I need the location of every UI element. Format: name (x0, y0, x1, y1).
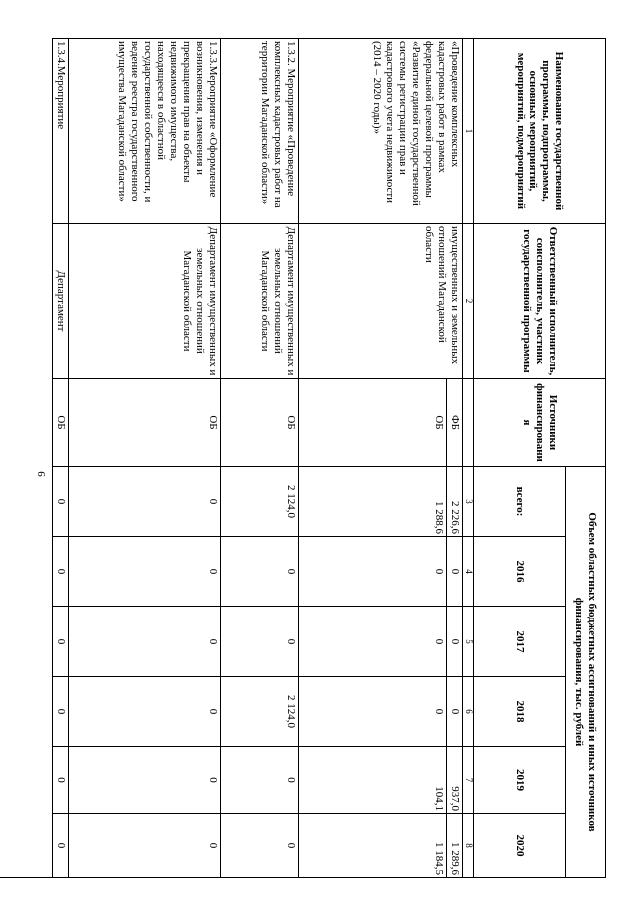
value-2020-cell: 1 184,5 (299, 814, 447, 878)
total-cell: 0 (53, 467, 69, 537)
column-number: 6 (463, 677, 474, 747)
header-total: всего: (474, 467, 566, 537)
column-number: 7 (463, 747, 474, 814)
header-year-2017: 2017 (474, 607, 566, 677)
header-year-2019: 2019 (474, 747, 566, 814)
header-year-2020: 2020 (474, 814, 566, 878)
column-number: 8 (463, 814, 474, 878)
executor-cell: Департамент имущественных и земельных отношений Магаданской области (69, 224, 221, 379)
value-2020-cell: 1 289,6 (447, 814, 463, 878)
total-cell: 1 288,6 (299, 467, 447, 537)
value-2020-cell: 0 (69, 814, 221, 878)
value-2017-cell: 0 (53, 607, 69, 677)
header-executor: Ответственный исполнитель, соисполнитель, участник государственной программы (474, 224, 606, 379)
header-funding-source: Источники финансирования (474, 379, 606, 467)
header-budget-group: Объем областных бюджетных ассигнований и иных источников финансирования, тыс. рублей (566, 467, 606, 878)
bottom-rule (0, 877, 360, 878)
value-2017-cell: 0 (447, 607, 463, 677)
executor-cell: Департамент (53, 224, 69, 379)
program-name-cell: «Проведение комплексных кадастровых работ в рамках федеральной целевой программы «Развитие единой государственной системы регистрации прав и кадастрового учета недвижимости (2014 – 2020 годы)» (299, 39, 463, 224)
header-program-name: Наименование государственной программы, подпрограммы, основных мероприятий, мероприятий, подмероприятий (474, 39, 606, 224)
page-number: 9 (35, 471, 48, 477)
value-2016-cell: 0 (69, 537, 221, 607)
table-row (69, 39, 221, 878)
column-number (463, 379, 474, 467)
program-name-cell: 1.3.4.Мероприятие (53, 39, 69, 224)
header-year-2016: 2016 (474, 537, 566, 607)
total-cell: 2 124,0 (221, 467, 299, 537)
value-2019-cell: 0 (221, 747, 299, 814)
value-2017-cell: 0 (69, 607, 221, 677)
executor-cell: Департамент имущественных и земельных отношений Магаданской области (221, 224, 299, 379)
value-2016-cell: 0 (53, 537, 69, 607)
value-2019-cell: 104,1 (299, 747, 447, 814)
value-2019-cell: 0 (69, 747, 221, 814)
executor-cell: имущественных и земельных отношений Магаданской области (299, 224, 463, 379)
funding-source-cell: ОБ (299, 379, 447, 467)
value-2018-cell: 0 (69, 677, 221, 747)
funding-source-cell: ОБ (221, 379, 299, 467)
total-cell: 0 (69, 467, 221, 537)
program-name-cell: 1.3.3.Мероприятие «Оформление возникновения, изменения и прекращения прав на объекты недвижимого имущества, находящееся в областной государственной собственности, и ведение реестра государственного имущества Магаданской области» (69, 39, 221, 224)
value-2020-cell: 0 (53, 814, 69, 878)
program-name-cell: 1.3.2. Мероприятие «Проведение комплексных кадастровых работ на территории Магаданской области» (221, 39, 299, 224)
funding-source-cell: ОБ (69, 379, 221, 467)
table-row (447, 39, 463, 878)
budget-table-container (55, 38, 606, 877)
value-2018-cell: 0 (53, 677, 69, 747)
column-number-row (463, 39, 474, 878)
column-number: 5 (463, 607, 474, 677)
value-2018-cell: 2 124,0 (221, 677, 299, 747)
value-2016-cell: 0 (221, 537, 299, 607)
value-2018-cell: 0 (447, 677, 463, 747)
value-2018-cell: 0 (299, 677, 447, 747)
rotated-table-frame (55, 38, 606, 877)
funding-source-cell: ОБ (53, 379, 69, 467)
value-2019-cell: 0 (53, 747, 69, 814)
table-row (53, 39, 69, 878)
funding-source-cell: ФБ (447, 379, 463, 467)
header-year-2018: 2018 (474, 677, 566, 747)
value-2017-cell: 0 (299, 607, 447, 677)
total-cell: 2 226,6 (447, 467, 463, 537)
column-number: 1 (463, 39, 474, 224)
column-number: 4 (463, 537, 474, 607)
value-2017-cell: 0 (221, 607, 299, 677)
column-number: 3 (463, 467, 474, 537)
column-number: 2 (463, 224, 474, 379)
value-2019-cell: 937,0 (447, 747, 463, 814)
value-2016-cell: 0 (299, 537, 447, 607)
value-2016-cell: 0 (447, 537, 463, 607)
budget-allocation-table (52, 38, 606, 878)
table-row (221, 39, 299, 878)
value-2020-cell: 0 (221, 814, 299, 878)
